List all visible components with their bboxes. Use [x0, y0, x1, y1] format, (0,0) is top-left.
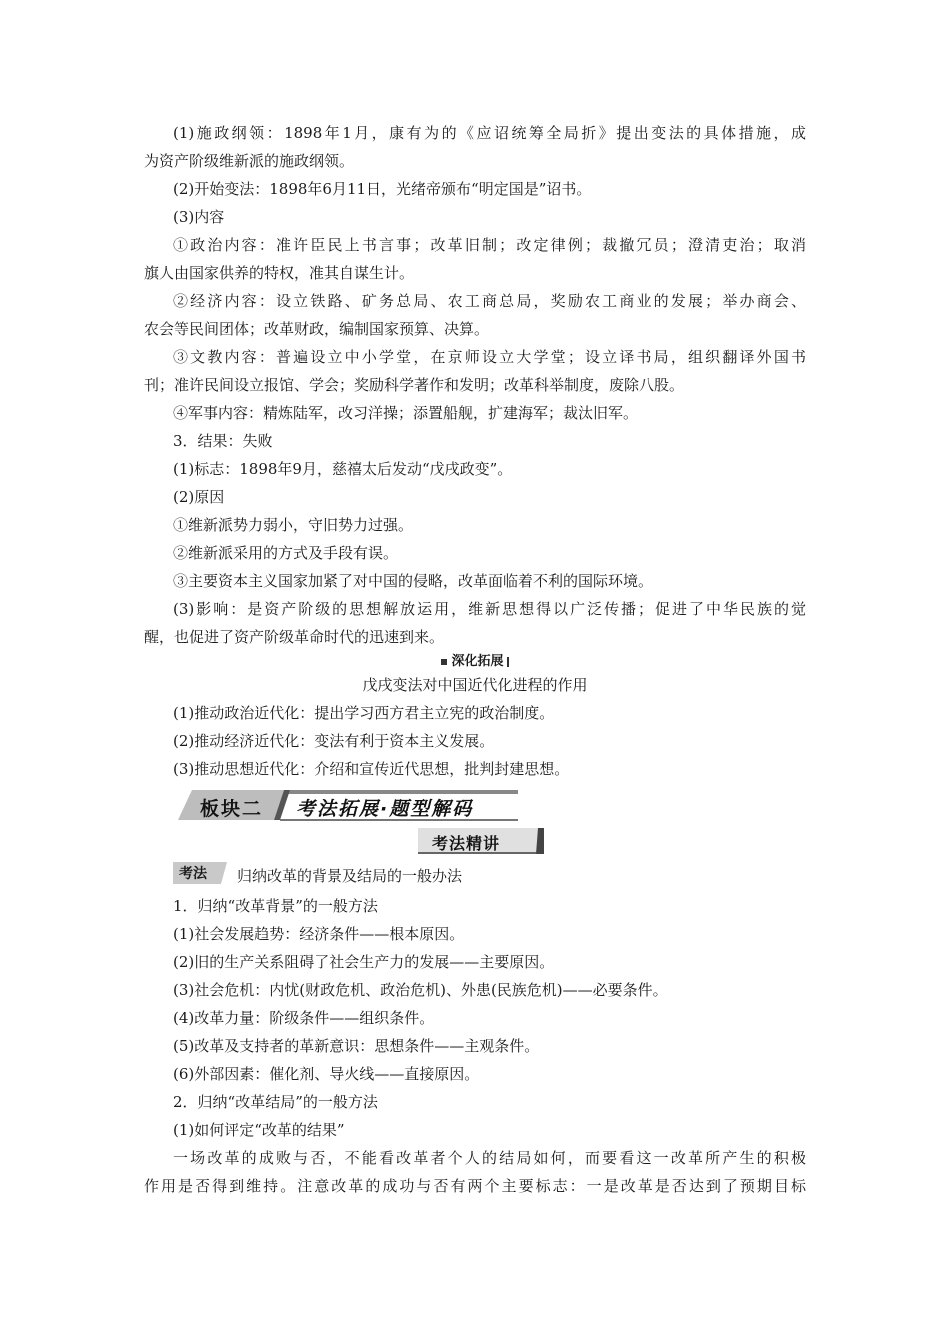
banner-title: 考法拓展·题型解码: [296, 798, 474, 820]
list-item: (2)推动经济近代化：变法有利于资本主义发展。: [173, 732, 495, 750]
paragraph-line: ②经济内容：设立铁路、矿务总局、农工商总局，奖励农工商业的发展；举办商会、: [173, 292, 806, 310]
paragraph-line: (3)社会危机：内忧(财政危机、政治危机)、外患(民族危机)——必要条件。: [173, 981, 668, 999]
paragraph-line: 刊；准许民间设立报馆、学会；奖励科学著作和发明；改革科举制度，废除八股。: [144, 376, 685, 394]
section-heading: 2．归纳“改革结局”的一般方法: [173, 1093, 378, 1111]
list-item: (3)推动思想近代化：介绍和宣传近代思想，批判封建思想。: [173, 760, 570, 778]
paragraph-line: (6)外部因素：催化剂、导火线——直接原因。: [173, 1065, 480, 1083]
paragraph-line: (1)标志：1898年9月，慈禧太后发动“戊戌政变”。: [173, 460, 513, 478]
paragraph-line: 旗人由国家供养的特权，准其自谋生计。: [144, 264, 415, 282]
paragraph-line: 一场改革的成败与否，不能看改革者个人的结局如何，而要看这一改革所产生的积极: [173, 1149, 806, 1167]
paragraph-line: ①维新派势力弱小，守旧势力过强。: [173, 516, 414, 534]
paragraph-line: ②维新派采用的方式及手段有误。: [173, 544, 399, 562]
paragraph-line: 醒，也促进了资产阶级革命时代的迅速到来。: [144, 628, 445, 646]
paragraph-line: ③文教内容：普遍设立中小学堂，在京师设立大学堂；设立译书局，组织翻译外国书: [173, 348, 806, 366]
kaofa-title: 归纳改革的背景及结局的一般办法: [237, 867, 463, 885]
banner-part: 板块二: [200, 798, 264, 820]
deepen-label: 深化拓展: [0, 650, 950, 669]
tab-label: 考法精讲: [432, 834, 501, 853]
section-banner: [178, 790, 518, 822]
paragraph-line: (4)改革力量：阶级条件——组织条件。: [173, 1009, 435, 1027]
deepen-title: 戊戌变法对中国近代化进程的作用: [362, 676, 588, 694]
paragraph-line: (2)开始变法：1898年6月11日，光绪帝颁布“明定国是”诏书。: [173, 180, 592, 198]
bar-icon: [507, 657, 509, 667]
paragraph-line: (2)原因: [173, 488, 225, 506]
paragraph-line: ④军事内容：精炼陆军，改习洋操；添置船舰，扩建海军；裁汰旧军。: [173, 404, 639, 422]
paragraph-line: ③主要资本主义国家加紧了对中国的侵略，改革面临着不利的国际环境。: [173, 572, 654, 590]
section-heading: 3．结果：失败: [173, 432, 273, 450]
paragraph-line: (2)旧的生产关系阻碍了社会生产力的发展——主要原因。: [173, 953, 555, 971]
paragraph-line: ①政治内容：准许臣民上书言事；改革旧制；改定律例；裁撤冗员；澄清吏治；取消: [173, 236, 806, 254]
paragraph-line: 农会等民间团体；改革财政，编制国家预算、决算。: [144, 320, 490, 338]
paragraph-line: (3)内容: [173, 208, 225, 226]
method-tab: [418, 828, 544, 854]
paragraph-line: (5)改革及支持者的革新意识：思想条件——主观条件。: [173, 1037, 540, 1055]
paragraph-line: (1)如何评定“改革的结果”: [173, 1121, 345, 1139]
paragraph-line: 为资产阶级维新派的施政纲领。: [144, 152, 355, 170]
kaofa-tag: 考法: [173, 862, 221, 884]
paragraph-line: (1)社会发展趋势：经济条件——根本原因。: [173, 925, 465, 943]
paragraph-line: (1)施政纲领：1898年1月，康有为的《应诏统筹全局折》提出变法的具体措施，成: [173, 124, 806, 142]
list-item: (1)推动政治近代化：提出学习西方君主立宪的政治制度。: [173, 704, 555, 722]
section-heading: 1．归纳“改革背景”的一般方法: [173, 897, 378, 915]
square-bullet-icon: [441, 659, 447, 665]
paragraph-line: 作用是否得到维持。注意改革的成功与否有两个主要标志：一是改革是否达到了预期目标: [144, 1177, 806, 1195]
paragraph-line: (3)影响：是资产阶级的思想解放运用，维新思想得以广泛传播；促进了中华民族的觉: [173, 600, 806, 618]
